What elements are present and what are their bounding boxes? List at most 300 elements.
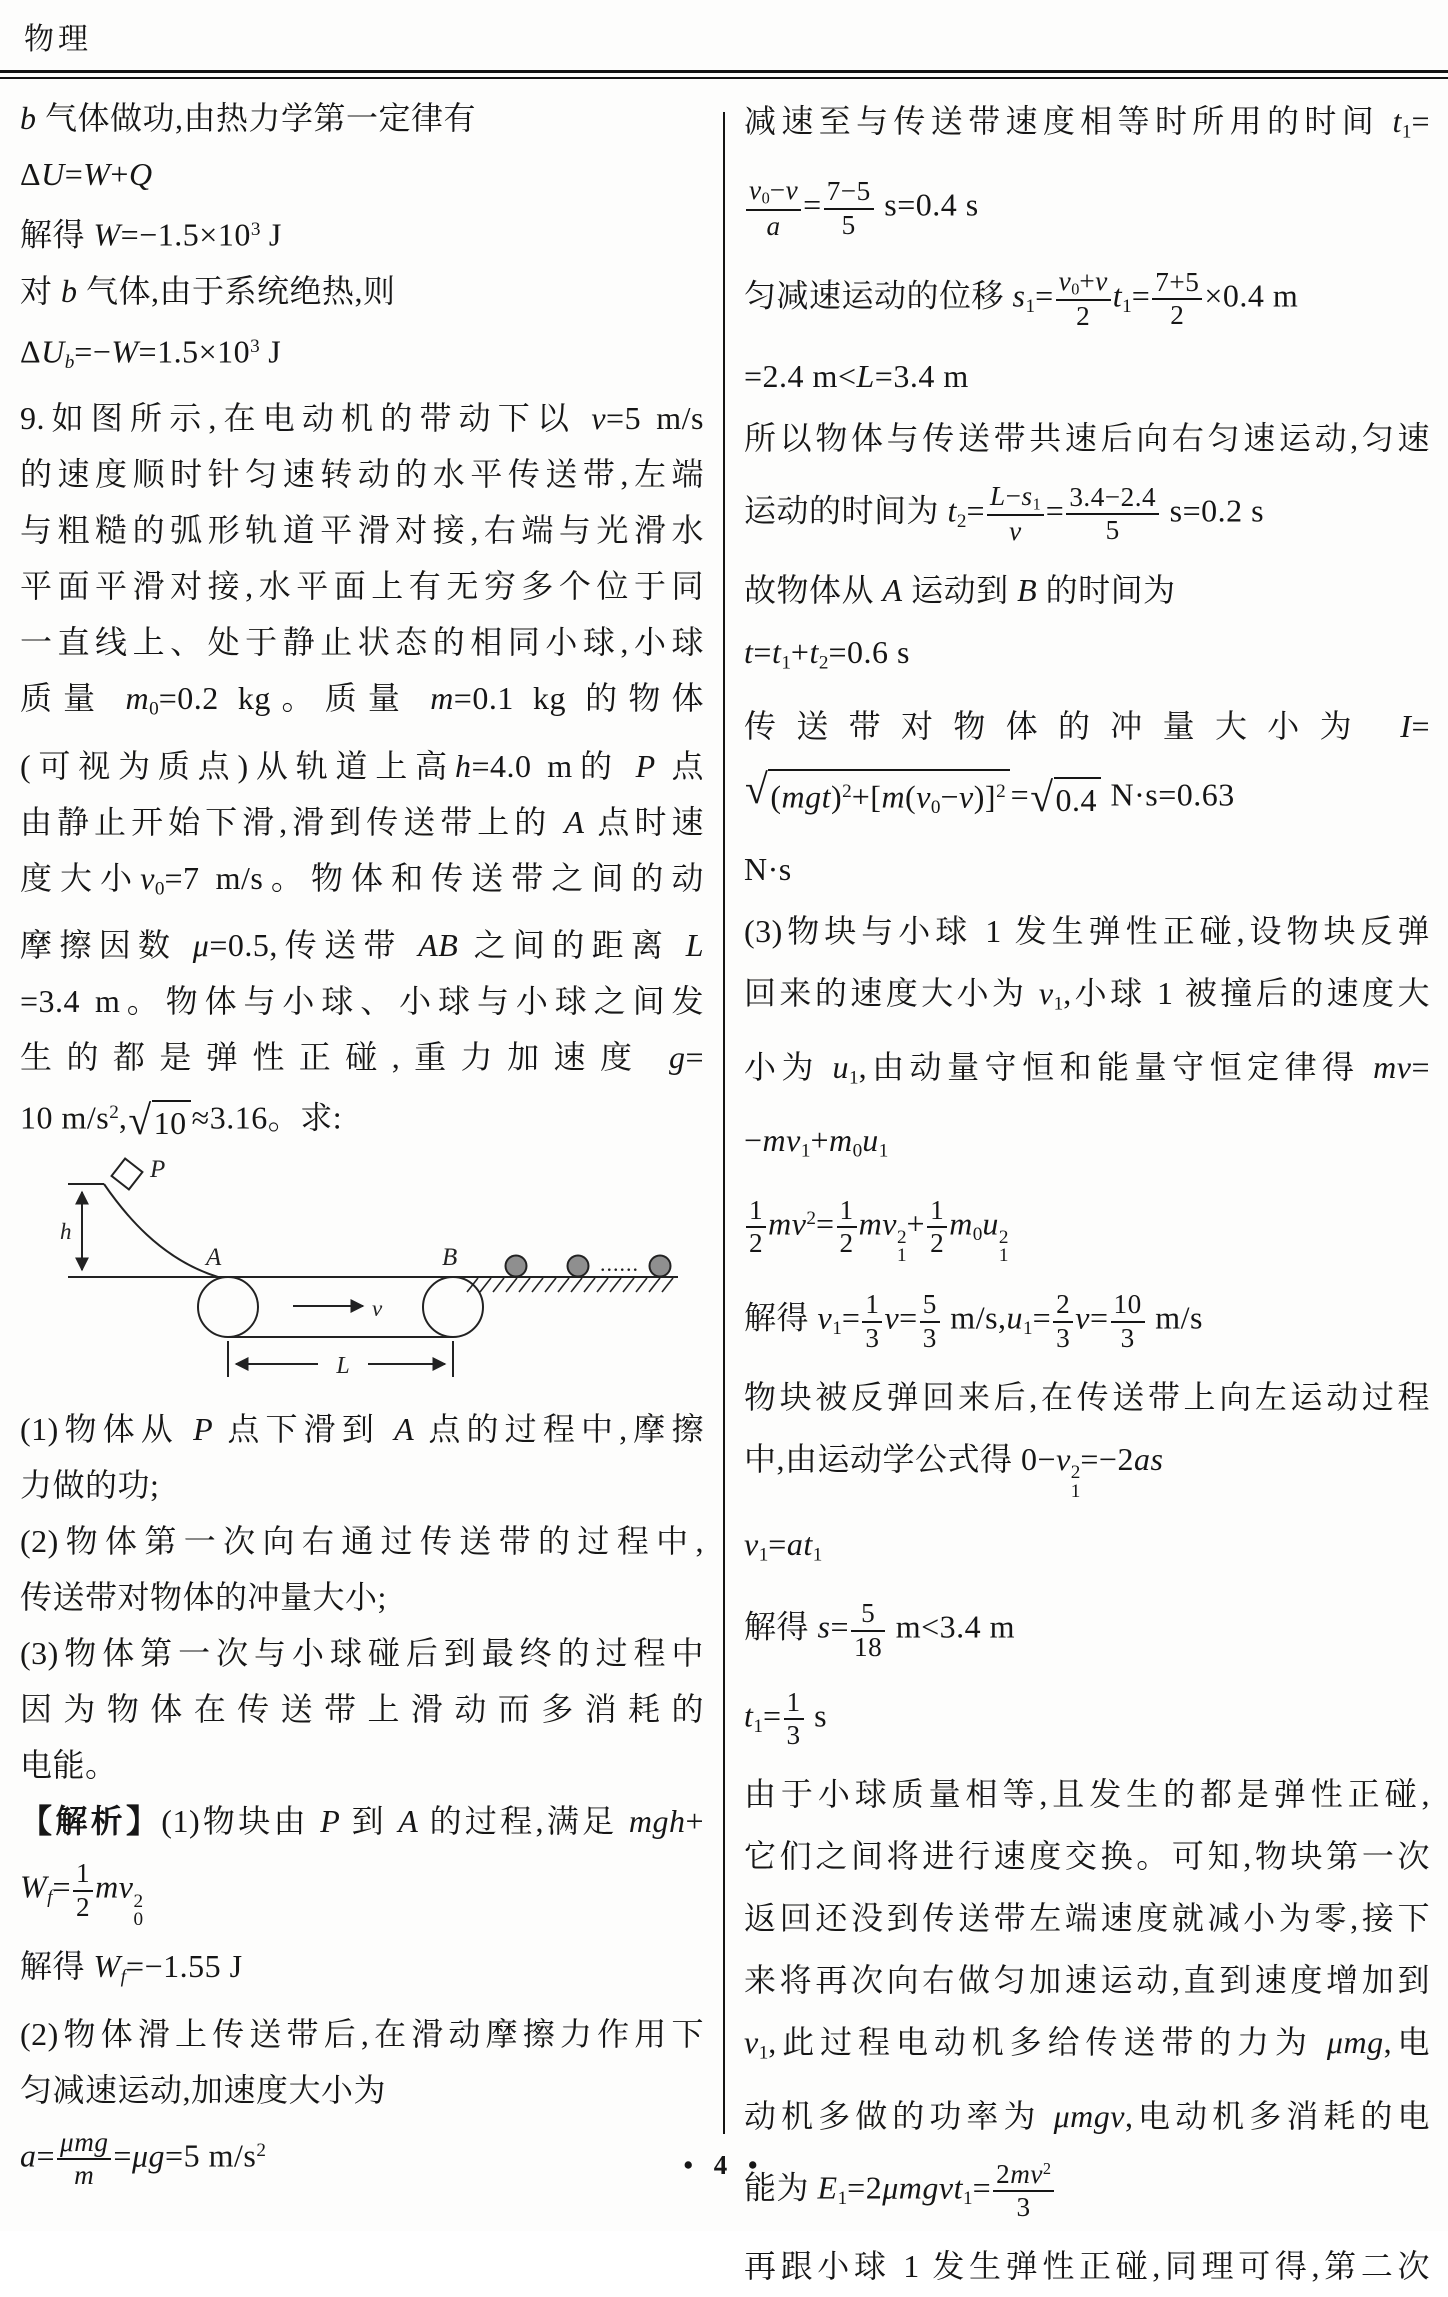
- text-span: =0.5,传送带: [209, 927, 419, 964]
- math-var: m: [74, 2159, 95, 2190]
- fraction: [927, 1195, 947, 1260]
- text-span: =3.4 m: [874, 357, 969, 394]
- text-span: 物块被反弹回来后,在传送带上向左运动过程: [744, 1378, 1430, 1415]
- text-span: 3: [1016, 2192, 1031, 2223]
- math-var: P: [635, 747, 656, 784]
- text-line: [744, 900, 1430, 962]
- text-span: J: [259, 333, 282, 370]
- text-line: [20, 1513, 704, 1569]
- fraction-numerator: [1066, 482, 1159, 513]
- text-span: N·s=0.63: [1102, 775, 1235, 812]
- math-var: at: [786, 1525, 813, 1562]
- math-var: t: [1392, 103, 1402, 139]
- math-var: μ: [192, 927, 210, 964]
- subscript: 1: [837, 2187, 848, 2209]
- math-var: a: [766, 210, 781, 241]
- text-span: 摩擦因数: [20, 927, 193, 964]
- subscript: 1: [1122, 295, 1132, 317]
- math-var: v: [1009, 515, 1022, 546]
- text-span: 减速至与传送带速度相等时所用的时间: [744, 103, 1393, 139]
- text-span: 点时速: [584, 803, 704, 840]
- text-line: [744, 1949, 1430, 2011]
- hatch-mark: [493, 1278, 504, 1292]
- fraction-denominator: [824, 208, 874, 241]
- math-var: W: [20, 1869, 48, 1906]
- text-span: 因为物体在传送带上滑动而多消耗的: [20, 1691, 704, 1728]
- text-span: =: [899, 1299, 918, 1336]
- text-line: [744, 254, 1430, 345]
- square-root: [1030, 773, 1101, 820]
- text-span: 来将再次向右做匀加速运动,直到速度增加到: [744, 1962, 1430, 1999]
- subscript: 0: [149, 698, 159, 720]
- math-var: v: [1056, 1440, 1071, 1477]
- math-var: mv: [1373, 1048, 1412, 1085]
- text-span: 2: [1076, 301, 1091, 332]
- problem-diagram-wrap: [20, 1151, 704, 1401]
- math-var: v: [744, 2024, 759, 2061]
- text-span: =4.0 m的: [471, 747, 636, 784]
- text-span: 2: [839, 1227, 854, 1258]
- pulley-right-circle: [423, 1277, 483, 1337]
- fraction-numerator: [784, 1687, 804, 1718]
- text-span: =0.2 kg。质量: [158, 680, 431, 717]
- subscript: 2: [818, 652, 829, 674]
- text-span: 与粗糙的弧形轨道平滑对接,右端与光滑水: [20, 512, 704, 549]
- text-span: 3: [865, 1322, 880, 1353]
- math-var: b: [61, 272, 78, 309]
- square-root: [128, 1097, 190, 1144]
- math-var: v: [591, 400, 607, 437]
- text-line: [744, 757, 1430, 839]
- text-span: =−2: [1080, 1440, 1134, 1477]
- text-span: 由静止开始下滑,滑到传送带上的: [20, 803, 565, 840]
- text-span: 5: [841, 209, 856, 240]
- text-span: ,此过程电动机多给传送带的力为: [768, 2024, 1327, 2061]
- fraction-denominator: [920, 1321, 940, 1354]
- text-span: +: [790, 634, 810, 671]
- text-line: [20, 917, 704, 973]
- text-span: =0.6 s: [828, 634, 910, 671]
- fraction-denominator: [993, 2190, 1054, 2223]
- text-span: =: [1045, 492, 1065, 529]
- math-var: A: [882, 572, 903, 609]
- text-line: [20, 1681, 704, 1737]
- math-var: mv: [1010, 2158, 1043, 2189]
- text-line: [20, 1569, 704, 1625]
- text-span: 能为: [744, 2169, 818, 2206]
- text-span: 0.4: [1055, 781, 1098, 818]
- text-span: 解得: [20, 216, 94, 253]
- math-var: μmgv: [1053, 2097, 1125, 2134]
- math-var: s: [1021, 480, 1033, 511]
- text-span: 点的过程中,摩擦: [414, 1411, 704, 1448]
- hatch-mark: [649, 1278, 660, 1292]
- fraction-denominator: [746, 1226, 766, 1259]
- hatch-mark: [623, 1278, 634, 1292]
- subscript: 1: [1023, 1318, 1033, 1340]
- text-span: (3)物体第一次与小球碰后到最终的过程中: [20, 1635, 704, 1672]
- text-span: 1: [786, 1686, 801, 1717]
- text-span: =2.4 m<: [744, 357, 857, 394]
- text-span: =: [972, 2169, 992, 2206]
- math-var: v: [785, 175, 799, 206]
- fraction-denominator: [784, 1718, 804, 1751]
- text-span: +: [810, 1122, 829, 1159]
- text-span: 10 m/s: [20, 1099, 110, 1136]
- text-span: ,电动机多消耗的电: [1124, 2097, 1430, 2134]
- superscript: 2: [896, 1226, 907, 1248]
- text-line: [744, 345, 1430, 407]
- text-span: ,电: [1383, 2024, 1430, 2061]
- header-rule: [0, 70, 1448, 79]
- fraction: [824, 176, 874, 241]
- text-span: 电能。: [20, 1747, 118, 1784]
- sub-sup-stack: [1071, 1464, 1081, 1500]
- text-span: =: [36, 2137, 56, 2174]
- fraction-numerator: [987, 481, 1044, 514]
- text-span: 3: [1120, 1322, 1135, 1353]
- superscript: 2: [806, 1207, 816, 1229]
- text-span: ,: [118, 1099, 128, 1136]
- math-var: v: [884, 1299, 900, 1336]
- subscript: 1: [849, 1067, 859, 1089]
- text-span: =: [1089, 1299, 1109, 1336]
- text-span: =: [966, 492, 986, 529]
- subscript: 0: [154, 878, 165, 900]
- subscript: 1: [1070, 1480, 1081, 1502]
- fraction: [1053, 1289, 1073, 1354]
- superscript: 3: [250, 219, 261, 240]
- text-span: 到: [340, 1803, 399, 1840]
- math-var: u: [982, 1205, 999, 1242]
- math-var: mv: [95, 1869, 134, 1906]
- text-line: [744, 1887, 1430, 1949]
- text-span: 解得: [20, 1948, 94, 1985]
- length-label: L: [336, 1353, 350, 1380]
- sub-sup-stack: [896, 1226, 907, 1267]
- text-line: [20, 502, 704, 558]
- text-line: [20, 263, 704, 319]
- text-span: =: [52, 1869, 72, 1906]
- math-var: L: [685, 927, 704, 964]
- ellipsis-dots: ......: [600, 1251, 639, 1277]
- text-span: 再跟小球 1 发生弹性正碰,同理可得,第二次: [744, 2248, 1430, 2285]
- fraction-numerator: [73, 1858, 93, 1889]
- math-var: A: [394, 1411, 415, 1448]
- text-line: [20, 2062, 704, 2118]
- text-span: 回来的速度大小为: [744, 975, 1039, 1012]
- text-span: 生的都是弹性正碰,重力加速度: [20, 1039, 669, 1076]
- hatch-mark: [558, 1278, 569, 1292]
- text-span: ,由动量守恒和能量守恒定律得: [858, 1048, 1374, 1085]
- math-var: m: [430, 680, 454, 717]
- text-span: =: [64, 156, 84, 192]
- text-line: [744, 1675, 1430, 1764]
- text-span: =: [113, 2137, 132, 2174]
- radicand: [152, 1100, 191, 1142]
- text-line: [20, 973, 704, 1029]
- text-span: N·s: [744, 851, 792, 888]
- math-var: P: [193, 1411, 214, 1448]
- ball: [506, 1256, 527, 1277]
- text-span: 2: [76, 1891, 91, 1922]
- math-var: μmg: [1326, 2024, 1384, 2061]
- page-title: 物理: [24, 23, 92, 56]
- fraction-numerator: [1056, 266, 1111, 299]
- text-line: [744, 407, 1430, 469]
- text-span: +[: [851, 778, 882, 815]
- math-var: s: [817, 1608, 831, 1645]
- math-var: v: [749, 175, 762, 206]
- radicand: [768, 769, 1009, 827]
- text-span: (1)物体从: [20, 1411, 194, 1448]
- hatch-mark: [506, 1278, 517, 1292]
- text-span: 解得: [744, 1608, 818, 1645]
- sub-sup-stack: [998, 1226, 1009, 1267]
- text-span: s: [805, 1697, 828, 1734]
- text-span: +: [1079, 265, 1096, 296]
- fraction-denominator: [862, 1321, 882, 1354]
- fraction-numerator: [927, 1195, 947, 1226]
- math-var: U: [41, 156, 65, 192]
- text-span: 它们之间将进行速度交换。可知,物块第一次: [744, 1838, 1430, 1875]
- math-var: v: [959, 778, 974, 815]
- column-divider: [723, 112, 725, 2134]
- text-line: [20, 1401, 704, 1457]
- text-span: 1: [749, 1194, 764, 1225]
- text-span: 7+5: [1155, 266, 1200, 297]
- text-span: 1: [76, 1858, 91, 1889]
- subscript: 0: [852, 1140, 863, 1162]
- text-span: 3: [786, 1720, 801, 1751]
- text-span: 10: [153, 1105, 187, 1142]
- text-line: [744, 2085, 1430, 2147]
- math-var: a: [20, 2137, 37, 2174]
- text-line: [20, 1457, 704, 1513]
- text-span: =1.5×10: [138, 333, 251, 370]
- hatch-mark: [480, 1278, 491, 1292]
- superscript: 2: [998, 1226, 1009, 1248]
- math-var: as: [1133, 1440, 1164, 1477]
- text-span: 1: [865, 1289, 880, 1320]
- text-span: 气体做功,由热力学第一定律有: [45, 100, 477, 136]
- math-var: m: [125, 680, 150, 717]
- subscript: 1: [998, 1245, 1009, 1267]
- subscript: 1: [962, 2187, 973, 2209]
- fraction-numerator: [837, 1195, 857, 1226]
- superscript: 2: [1070, 1462, 1081, 1484]
- text-line: [744, 2011, 1430, 2084]
- text-span: (: [770, 778, 782, 815]
- fraction-denominator: [927, 1226, 947, 1259]
- subscript: f: [47, 1887, 53, 1909]
- text-span: (2)物体滑上传送带后,在滑动摩擦力作用下: [20, 2015, 704, 2052]
- text-line: [20, 1625, 704, 1681]
- text-line: [744, 1428, 1430, 1513]
- hatch-mark: [636, 1278, 647, 1292]
- radical-sign: √: [745, 765, 769, 812]
- text-span: 【解析】: [20, 1803, 162, 1840]
- fraction: [73, 1858, 93, 1923]
- problem-diagram: [48, 1156, 680, 1391]
- text-line: [744, 1513, 1430, 1586]
- math-var: P: [320, 1803, 341, 1840]
- text-span: 点: [655, 747, 704, 784]
- subscript: 1: [812, 1544, 823, 1566]
- point-a-label: A: [206, 1244, 222, 1272]
- superscript: 2: [109, 1102, 119, 1124]
- subscript: 1: [832, 1318, 842, 1340]
- text-span: ×0.4 m: [1204, 277, 1299, 314]
- text-span: =: [1411, 103, 1430, 139]
- math-var: v: [817, 1299, 833, 1336]
- math-var: A: [564, 803, 585, 840]
- ball: [568, 1256, 589, 1277]
- text-line: [20, 319, 704, 391]
- superscript: 3: [250, 335, 260, 357]
- sub-sup-stack: [133, 1890, 144, 1930]
- math-var: v: [1038, 975, 1054, 1012]
- fraction-denominator: [987, 514, 1044, 547]
- fraction-numerator: [746, 1195, 766, 1226]
- text-span: =: [1131, 277, 1151, 314]
- text-span: 中,由运动学公式得 0−: [744, 1440, 1057, 1477]
- text-span: =5 m/s: [165, 2137, 257, 2174]
- hatch-mark: [571, 1278, 582, 1292]
- text-line: [744, 163, 1430, 254]
- text-span: =: [753, 634, 772, 671]
- subscript: 1: [781, 652, 791, 674]
- text-span: =: [803, 187, 822, 224]
- fraction: [1066, 482, 1159, 547]
- radical-sign: √: [1030, 773, 1054, 820]
- fraction-denominator: [851, 1630, 885, 1663]
- text-span: (1)物块由: [161, 1803, 321, 1840]
- text-line: [744, 1825, 1430, 1887]
- text-span: +: [685, 1803, 704, 1840]
- text-line: [20, 1029, 704, 1085]
- math-var: m: [949, 1205, 973, 1242]
- text-span: =: [685, 1039, 704, 1076]
- fraction-denominator: [1053, 1321, 1073, 1354]
- math-var: t: [809, 634, 819, 671]
- text-span: 2: [1170, 300, 1185, 331]
- text-span: =: [1010, 775, 1030, 812]
- text-span: 平面平滑对接,水平面上有无穷多个位于同: [20, 568, 704, 605]
- math-var: u: [1006, 1299, 1024, 1336]
- math-var: U: [41, 333, 65, 370]
- superscript: 2: [256, 2139, 266, 2161]
- text-span: =3.4 m。物体与小球、小球与小球之间发: [20, 983, 704, 1020]
- point-b-label: B: [442, 1244, 458, 1272]
- fraction-denominator: [73, 1890, 93, 1923]
- text-span: m<3.4 m: [887, 1608, 1016, 1645]
- text-span: 质量: [20, 680, 126, 717]
- hatch-mark: [597, 1278, 608, 1292]
- subscript: 0: [972, 1223, 983, 1245]
- text-line: [744, 1366, 1430, 1428]
- subscript: b: [64, 351, 75, 373]
- velocity-label: v: [372, 1296, 383, 1322]
- text-span: 传送带对物体的冲量大小;: [20, 1579, 387, 1616]
- text-line: [744, 90, 1430, 163]
- fraction-numerator: [746, 175, 801, 208]
- text-span: )]: [973, 778, 997, 815]
- subscript: 1: [753, 1715, 763, 1737]
- fraction: [1111, 1289, 1145, 1354]
- math-var: t: [744, 1697, 754, 1734]
- fraction-numerator: [862, 1289, 882, 1320]
- text-span: ,小球 1 被撞后的速度大: [1063, 975, 1430, 1012]
- subscript: 1: [1053, 993, 1064, 1015]
- text-line: [744, 469, 1430, 560]
- math-var: v: [744, 1525, 759, 1562]
- text-span: Δ: [20, 156, 42, 192]
- text-span: 点下滑到: [213, 1411, 395, 1448]
- text-span: m/s: [1146, 1299, 1203, 1336]
- text-span: 3: [1056, 1322, 1071, 1353]
- text-line: [20, 202, 704, 263]
- text-span: =−1.5×10: [120, 216, 251, 253]
- text-span: m/s,: [941, 1299, 1007, 1336]
- text-span: =: [1035, 277, 1054, 314]
- text-line: [744, 1586, 1430, 1675]
- fraction-numerator: [920, 1289, 940, 1320]
- subscript: 1: [1025, 295, 1036, 317]
- math-var: t: [947, 492, 957, 529]
- text-span: (: [905, 778, 917, 815]
- text-line: [744, 1109, 1430, 1182]
- math-var: v: [916, 778, 931, 815]
- text-span: +: [110, 156, 129, 192]
- text-span: =: [830, 1608, 850, 1645]
- text-span: 运动的时间为: [744, 492, 948, 529]
- hatch-mark: [662, 1278, 673, 1292]
- text-span: =: [768, 1525, 787, 1562]
- text-span: 9.如图所示,在电动机的带动下以: [20, 400, 592, 437]
- text-span: =5 m/s: [606, 400, 704, 437]
- math-var: W: [93, 216, 121, 253]
- text-span: =2: [847, 2169, 883, 2206]
- text-span: =0.1 kg 的物体: [453, 680, 704, 717]
- text-line: [744, 621, 1430, 694]
- math-var: A: [398, 1803, 419, 1840]
- hatch-mark: [532, 1278, 543, 1292]
- math-var: t: [771, 634, 782, 671]
- fraction: [851, 1598, 885, 1663]
- radical-sign: √: [128, 1097, 152, 1144]
- text-span: 18: [854, 1631, 883, 1662]
- text-span: ): [830, 778, 843, 815]
- text-line: [20, 2006, 704, 2062]
- text-span: −: [940, 778, 960, 815]
- slope-curve: [104, 1184, 218, 1277]
- text-span: 返回还没到传送带左端速度就减小为零,接下: [744, 1900, 1430, 1937]
- subscript: 0: [761, 188, 770, 208]
- math-var: W: [83, 156, 111, 192]
- math-var: u: [862, 1122, 879, 1159]
- text-span: (3)物块与小球 1 发生弹性正碰,设物块反弹: [744, 913, 1430, 950]
- text-span: 的时间为: [1037, 572, 1176, 609]
- text-line: [20, 1737, 704, 1793]
- math-var: h: [454, 747, 472, 784]
- hatch-mark: [584, 1278, 595, 1292]
- text-span: 1: [839, 1194, 854, 1225]
- text-span: 故物体从: [744, 572, 883, 609]
- text-line: [20, 794, 704, 850]
- math-var: t: [1112, 277, 1123, 314]
- ball: [650, 1256, 671, 1277]
